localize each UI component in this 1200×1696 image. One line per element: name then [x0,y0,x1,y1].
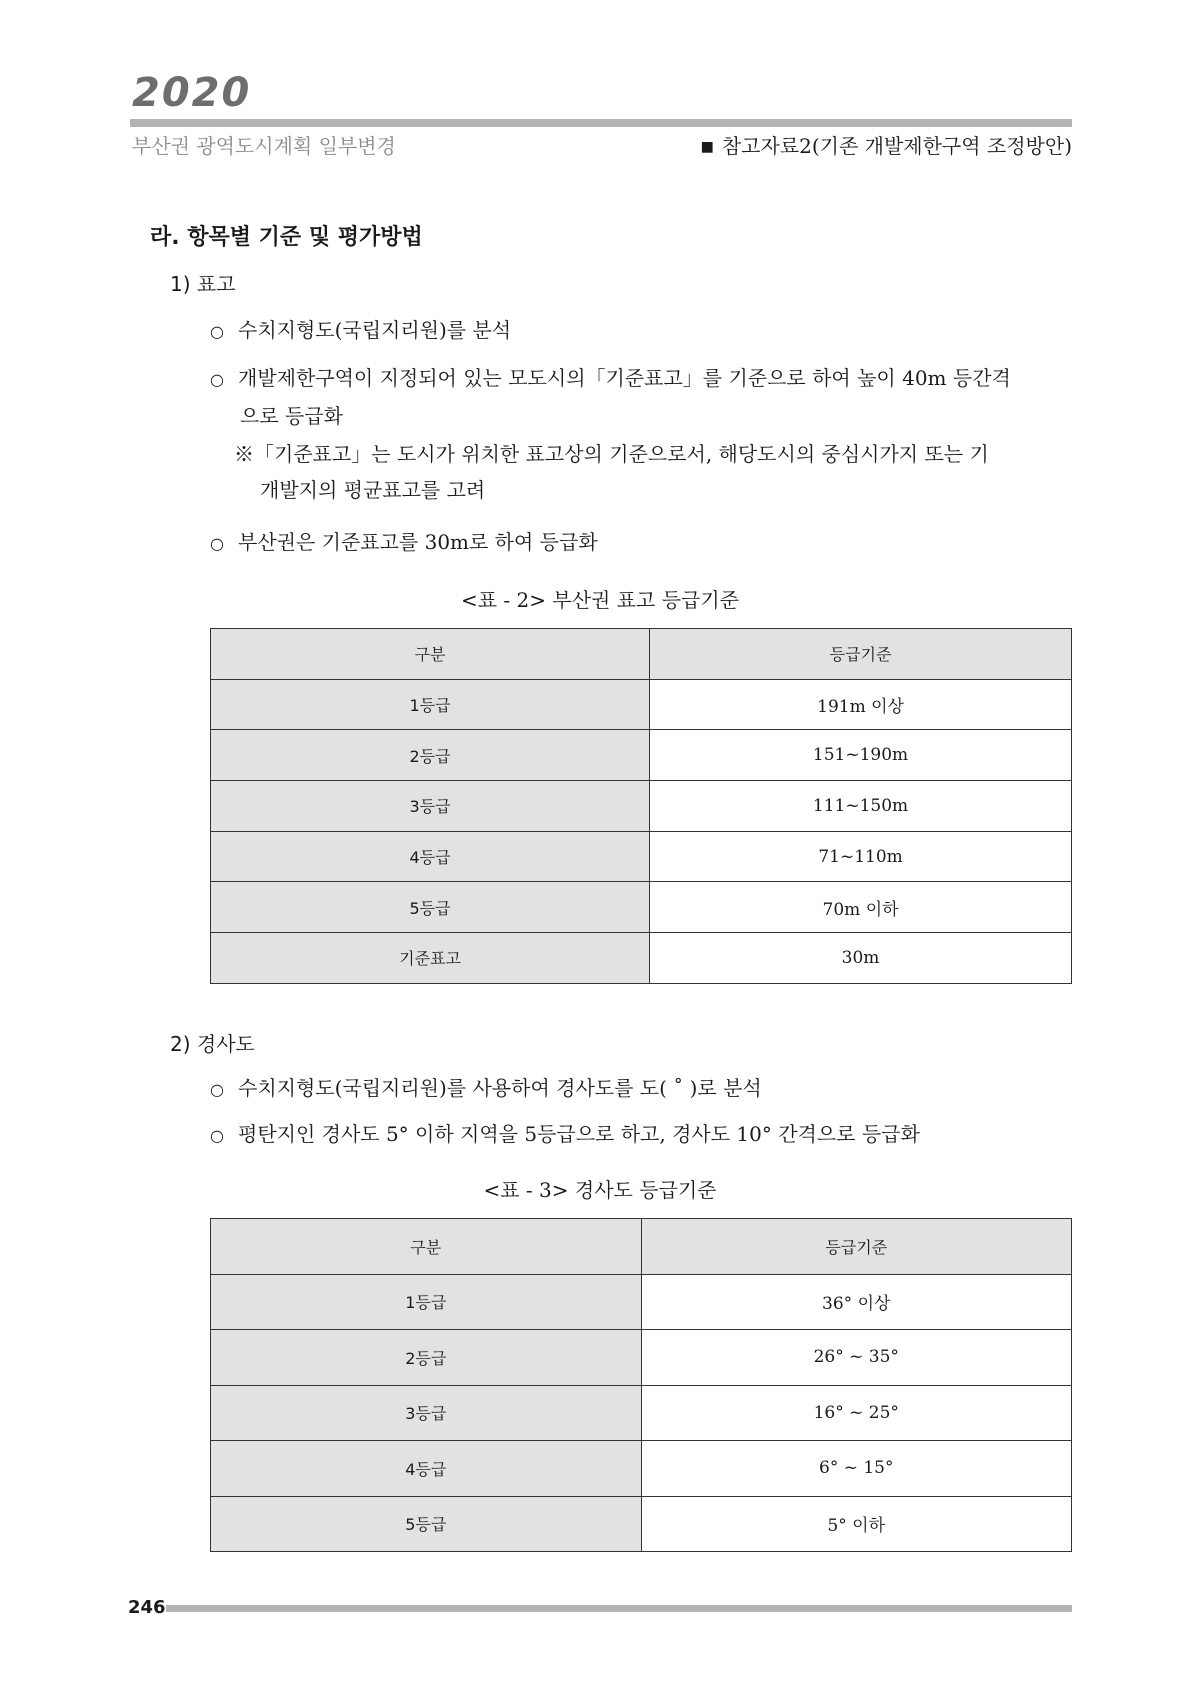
elevation-bullet-1 [210,312,1080,350]
slope-bullet-2-text: 평탄지인 경사도 5° 이하 지역을 5등급으로 하고, 경사도 10° 간격으로 등급화 [238,1122,920,1146]
grade-label: 5등급 [211,882,650,933]
grade-label: 1등급 [211,1274,642,1330]
header-bar [130,119,1072,127]
circle-bullet-icon: ○ [210,534,224,553]
grade-label: 5등급 [211,1496,642,1552]
grade-label: 4등급 [211,831,650,882]
elevation-bullet-3-text: 부산권은 기준표고를 30m로 하여 등급화 [238,530,598,554]
table-row [211,882,1072,933]
elevation-grade-table [210,628,1072,984]
circle-bullet-icon: ○ [210,322,224,341]
grade-value: 36° 이상 [641,1274,1072,1330]
grade-label: 2등급 [211,730,650,781]
reference-title-text: 참고자료2(기존 개발제한구역 조정방안) [721,134,1072,158]
grade-value: 5° 이하 [641,1496,1072,1552]
grade-label: 3등급 [211,781,650,832]
subsection-slope-heading: 2) 경사도 [170,1032,255,1056]
elevation-bullet-3 [210,524,1080,562]
elevation-bullet-2 [210,360,1080,434]
table-header-row [211,1219,1072,1275]
column-header-criteria: 등급기준 [641,1219,1072,1275]
column-header-category: 구분 [211,629,650,680]
table-row [211,781,1072,832]
table-row [211,1441,1072,1497]
elevation-note-line-2: 개발지의 평균표고를 고려 [260,478,486,502]
table-2-caption: <표 - 2> 부산권 표고 등급기준 [461,588,739,612]
grade-value: 6° ~ 15° [641,1441,1072,1497]
column-header-criteria: 등급기준 [650,629,1072,680]
table-row [211,679,1072,730]
grade-label: 기준표고 [211,933,650,984]
reference-title [701,130,1072,159]
footer-bar [166,1605,1072,1612]
grade-value: 71~110m [650,831,1072,882]
grade-label: 1등급 [211,679,650,730]
grade-value: 191m 이상 [650,679,1072,730]
page-number: 246 [128,1597,166,1618]
circle-bullet-icon: ○ [210,370,224,389]
grade-label: 3등급 [211,1385,642,1441]
elevation-bullet-2-line-2: 으로 등급화 [240,404,343,428]
slope-grade-table [210,1218,1072,1552]
table-row [211,1274,1072,1330]
table-row [211,730,1072,781]
grade-value: 151~190m [650,730,1072,781]
table-3-caption: <표 - 3> 경사도 등급기준 [483,1178,717,1202]
column-header-category: 구분 [211,1219,642,1275]
slope-bullet-1 [210,1070,1080,1108]
grade-value: 30m [650,933,1072,984]
grade-value: 26° ~ 35° [641,1330,1072,1386]
elevation-note-line-1: ※「기준표고」는 도시가 위치한 표고상의 기준으로서, 해당도시의 중심시가지 또는 기 [234,442,989,466]
elevation-bullet-2-line-1: 개발제한구역이 지정되어 있는 모도시의「기준표고」를 기준으로 하여 높이 40m 등간격 [238,366,1011,390]
elevation-note [234,436,1080,508]
slope-bullet-1-text: 수치지형도(국립지리원)를 사용하여 경사도를 도( ˚ )로 분석 [238,1076,762,1100]
table-header-row [211,629,1072,680]
grade-label: 4등급 [211,1441,642,1497]
table-row [211,1385,1072,1441]
table-row [211,933,1072,984]
section-title: 라. 항목별 기준 및 평가방법 [150,225,423,250]
table-row [211,1330,1072,1386]
slope-bullet-2 [210,1116,1080,1154]
table-row [211,1496,1072,1552]
document-title: 부산권 광역도시계획 일부변경 [132,134,396,158]
grade-value: 111~150m [650,781,1072,832]
grade-value: 70m 이하 [650,882,1072,933]
table-row [211,831,1072,882]
grade-label: 2등급 [211,1330,642,1386]
header-year: 2020 [132,70,252,116]
circle-bullet-icon: ○ [210,1080,224,1099]
square-bullet-icon: ■ [700,139,714,155]
subsection-elevation-heading: 1) 표고 [170,272,236,296]
circle-bullet-icon: ○ [210,1126,224,1145]
elevation-bullet-1-text: 수치지형도(국립지리원)를 분석 [238,318,512,342]
grade-value: 16° ~ 25° [641,1385,1072,1441]
